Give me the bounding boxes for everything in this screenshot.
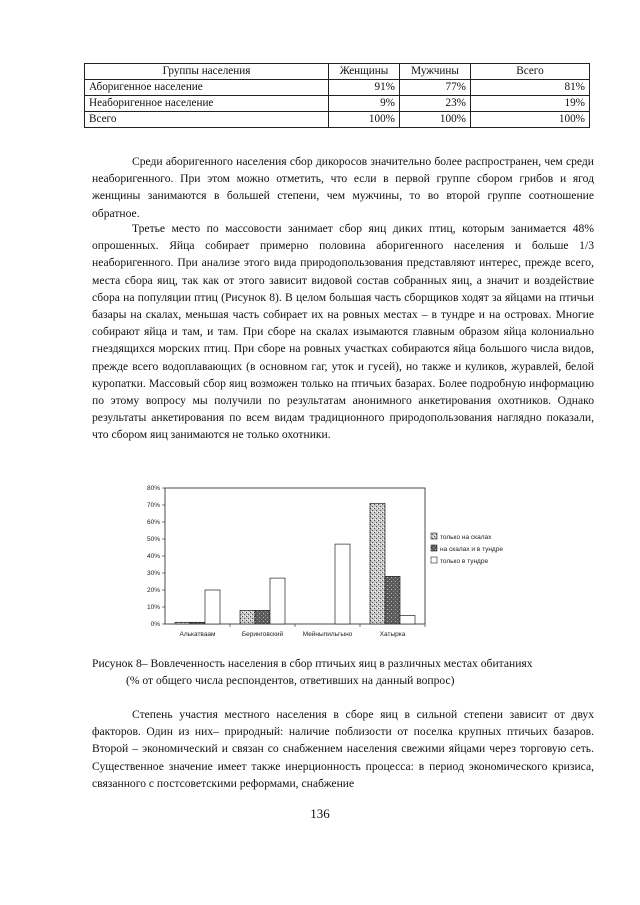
bar <box>370 503 385 624</box>
bar-chart <box>130 480 560 652</box>
y-tick-label: 20% <box>146 587 160 594</box>
y-tick-label: 40% <box>146 553 160 560</box>
y-tick-label: 10% <box>146 604 160 611</box>
legend-swatch <box>431 557 437 563</box>
table-row <box>85 112 590 128</box>
y-tick-label: 50% <box>146 536 160 543</box>
legend-label: только в тундре <box>440 558 489 565</box>
paragraph-participation-factors: Степень участия местного населения в сборе яиц в сильной степени зависит от двух факторов. Один из них– природный: наличие поблизости от поселка крупных птичьих базаров. Второй – экономический и связан со снабжением населения свежими яйцами через торговую сеть. Существенное значение имеет также инерционность процесса: в период экономического кризиса, связанного с постсоветскими реформами, снабжение <box>92 708 594 790</box>
table-cell: 19% <box>471 96 590 112</box>
bar <box>385 576 400 624</box>
bar <box>240 610 255 624</box>
table-cell: 100% <box>471 112 590 128</box>
table-cell: Аборигенное население <box>85 80 329 96</box>
legend-swatch <box>431 545 437 551</box>
table-cell: 81% <box>471 80 590 96</box>
figure-caption: Рисунок 8– Вовлеченность населения в сбор птичьих яиц в различных местах обитаниях <box>92 657 533 670</box>
table-cell: 77% <box>400 80 471 96</box>
x-tick-label: Алькатваам <box>179 631 216 638</box>
table-header-row <box>85 64 590 80</box>
table-header-cell: Всего <box>471 64 590 80</box>
table-cell: Неаборигенное население <box>85 96 329 112</box>
table-cell: 9% <box>329 96 400 112</box>
y-tick-label: 60% <box>146 519 160 526</box>
y-tick-label: 30% <box>146 570 160 577</box>
x-tick-label: Мейныпильгыно <box>302 631 353 638</box>
table-cell: 100% <box>329 112 400 128</box>
table-header-cell: Группы населения <box>85 64 329 80</box>
bar <box>255 610 270 624</box>
legend-label: только на скалах <box>440 534 492 541</box>
y-tick-label: 70% <box>146 502 160 509</box>
table-row <box>85 96 590 112</box>
figure-8-chart <box>130 480 560 652</box>
legend-swatch <box>431 533 437 539</box>
bar <box>205 590 220 624</box>
table-cell: 100% <box>400 112 471 128</box>
population-table <box>84 63 590 128</box>
bar <box>270 578 285 624</box>
table-cell: Всего <box>85 112 329 128</box>
paragraph-egg-collecting: Третье место по массовости занимает сбор яиц диких птиц, которым занимается 48% опрошенных. Яйца собирает примерно половина аборигенного населения и больше 1/3 неаборигенного. При анализе этого вида природопользования представляют интерес, прежде всего, места сбора яиц, так как от этого зависит видовой состав собранных яиц, а значит и воздействие сбора на популяции птиц (Рисунок 8). В целом большая часть сборщиков ходят за яйцами на птичьи базары на скалах, меньшая часть собирает их на ровных местах – в тундре и на островах. Многие собирают яйца и там, и там. При сборе на скалах изымаются главным образом яйца колониально гнездящихся морских птиц. При сборе на ровных участках собираются яйца большого числа видов, прежде всего водоплавающих (в основном гаг, уток и гусей), но также и куликов, журавлей, белой куропатки. Массовый сбор яиц возможен только на птичьих базарах. Более подробную информацию по этому вопросу мы получили по результатам анонимного анкетирования охотников. Однако результаты анкетирования по всем видам традиционного природопользования наглядно показали, что сбором яиц занимаются не только охотники. <box>92 222 594 442</box>
paragraph-wild-plants: Среди аборигенного населения сбор дикоросов значительно более распространен, чем среди неаборигенного. При этом можно отметить, что если в первой группе сбором грибов и ягод женщины занимаются в большей степени, чем мужчины, то во второй группе соотношение обратное. <box>92 155 594 220</box>
bar <box>400 616 415 625</box>
x-tick-label: Беринговский <box>241 631 284 638</box>
table-cell: 23% <box>400 96 471 112</box>
bar <box>190 622 205 624</box>
bar <box>175 622 190 624</box>
figure-caption-subtitle: (% от общего числа респондентов, ответивших на данный вопрос) <box>126 674 455 687</box>
legend-label: на скалах и в тундре <box>440 546 503 553</box>
bar <box>335 544 350 624</box>
y-tick-label: 0% <box>150 621 160 628</box>
table-row <box>85 80 590 96</box>
table-header-cell: Женщины <box>329 64 400 80</box>
table-cell: 91% <box>329 80 400 96</box>
table-header-cell: Мужчины <box>400 64 471 80</box>
page-number: 136 <box>310 806 330 821</box>
y-tick-label: 80% <box>146 485 160 492</box>
x-tick-label: Хатырка <box>379 631 406 638</box>
